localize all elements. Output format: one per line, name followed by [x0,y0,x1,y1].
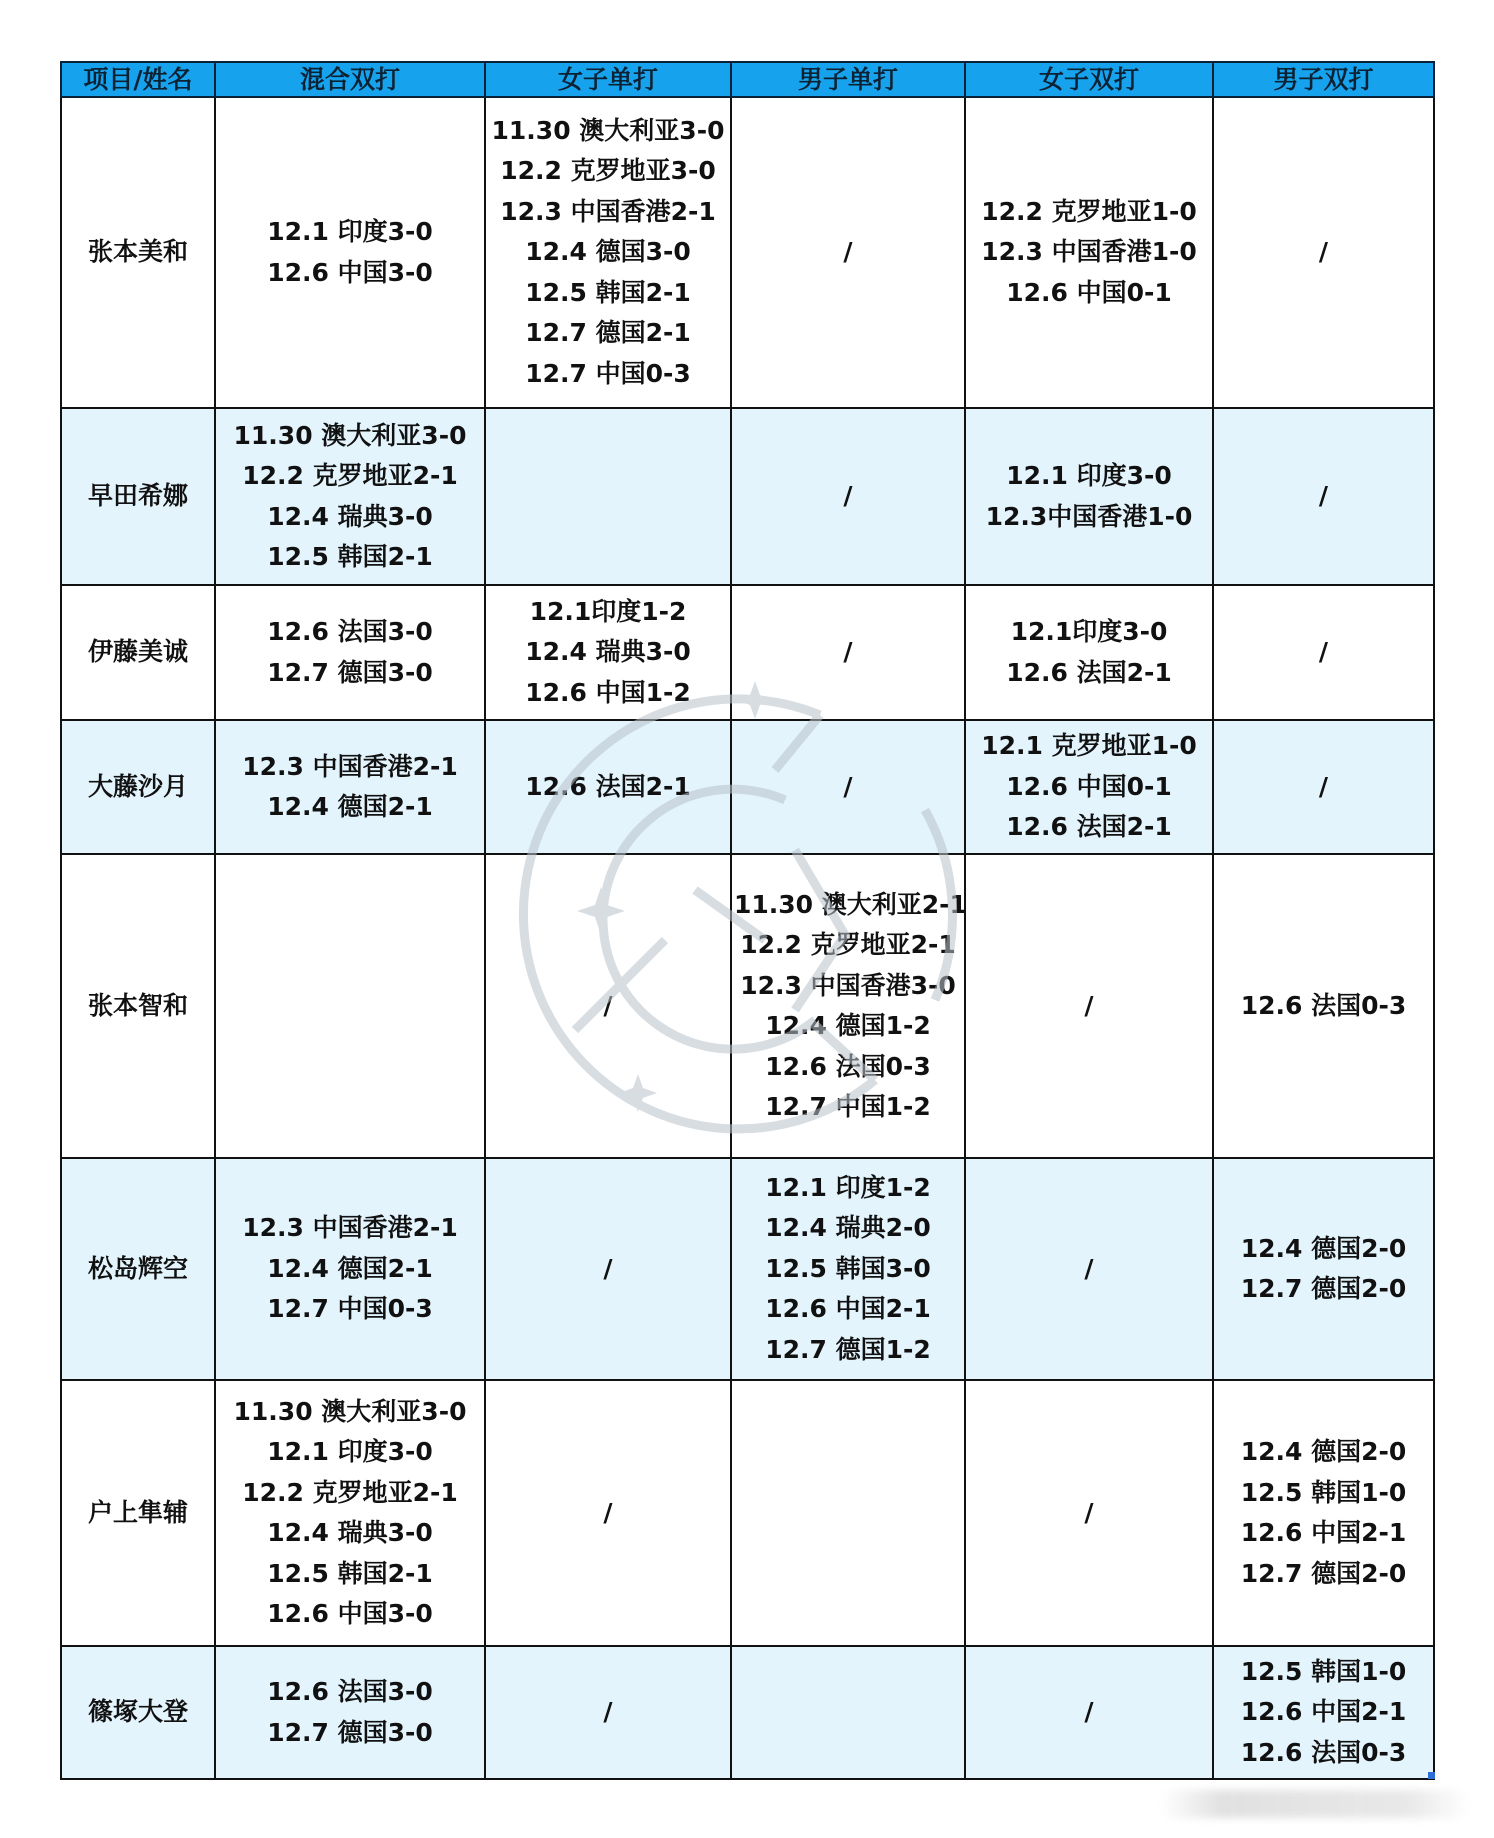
match-result: 12.4 德国2-1 [267,1253,433,1283]
match-result: 12.3中国香港1-0 [985,501,1193,531]
match-result: 12.7 德国2-1 [525,318,691,348]
cell-mens-singles [731,97,965,408]
blurred-watermark-text [1160,1790,1470,1818]
cell-womens-singles [485,854,731,1158]
cell-womens-singles [485,720,731,854]
match-result: 11.30 澳大利亚2-1 [734,889,967,919]
match-result: 11.30 澳大利亚3-0 [233,1396,467,1426]
match-result: / [1084,1497,1094,1527]
results-table [60,61,1435,1780]
match-result: 12.2 克罗地亚3-0 [500,156,716,186]
player-name: 大藤沙月 [61,720,215,854]
match-result: / [843,481,853,511]
cell-mens-doubles [1213,1380,1434,1646]
match-result: / [603,1697,613,1727]
match-result: / [1318,481,1329,511]
header-mens-doubles: 男子双打 [1213,62,1434,97]
match-result: 12.5 韩国2-1 [525,277,691,307]
cell-mens-singles [731,408,965,585]
match-result: / [1084,1253,1094,1283]
player-name: 张本美和 [61,97,215,408]
cell-womens-singles [485,1158,731,1380]
match-result: 12.3 中国香港1-0 [981,237,1197,267]
match-result: / [843,637,853,667]
cell-mixed-doubles [215,1380,485,1646]
match-result: 12.2 克罗地亚2-1 [242,461,458,490]
player-name: 早田希娜 [61,408,215,585]
table-row [61,1646,1434,1779]
table-row [61,408,1434,585]
match-result: 12.1 印度3-0 [267,217,433,246]
cell-mens-singles [731,1646,965,1779]
match-result: 12.6 法国3-0 [267,1677,433,1706]
cell-womens-singles [485,585,731,720]
match-result: 11.30 澳大利亚3-0 [491,115,725,145]
cell-mens-doubles [1213,1646,1434,1779]
table-row [61,585,1434,720]
match-result: / [1084,990,1094,1020]
match-result: 12.1 印度3-0 [1006,461,1172,490]
cell-mens-singles [731,585,965,720]
cell-mens-doubles [1213,720,1434,854]
match-result: 12.7 德国3-0 [267,1717,433,1747]
match-result: 12.3 中国香港2-1 [242,751,458,781]
cell-mens-doubles [1213,408,1434,585]
cell-mens-singles [731,1380,965,1646]
match-result: / [603,1497,613,1527]
match-result: 12.6 中国2-1 [1240,1697,1407,1727]
match-result: 12.5 韩国3-0 [765,1253,931,1283]
cell-mens-doubles [1213,97,1434,408]
cell-womens-doubles [965,854,1213,1158]
cell-mens-doubles [1213,1158,1434,1380]
match-result: 12.6 中国3-0 [267,1599,433,1628]
match-result: 12.6 法国2-1 [525,771,691,801]
match-result: 12.7 德国2-0 [1240,1274,1407,1303]
player-name: 张本智和 [61,854,215,1158]
cell-womens-singles [485,408,731,585]
player-name: 篠塚大登 [61,1646,215,1779]
cell-mixed-doubles [215,97,485,408]
table-resize-handle[interactable] [1428,1772,1435,1779]
cell-mens-singles [731,1158,965,1380]
match-result: 12.6 中国0-1 [1006,277,1172,307]
cell-mixed-doubles [215,1646,485,1779]
match-result: 12.1 印度3-0 [267,1437,433,1466]
match-result: 12.6 中国2-1 [765,1294,931,1324]
match-result: 12.7 中国0-3 [267,1294,433,1324]
match-result: 12.7 德国2-0 [1240,1558,1407,1588]
match-result: 12.6 中国3-0 [267,257,433,287]
match-result: 12.4 瑞典2-0 [765,1213,931,1243]
table-row [61,1380,1434,1646]
cell-womens-doubles [965,1158,1213,1380]
match-result: / [603,990,613,1020]
match-result: 11.30 澳大利亚3-0 [233,420,467,450]
match-result: / [1318,637,1329,667]
table-row [61,1158,1434,1380]
cell-womens-singles [485,1380,731,1646]
match-result: 12.5 韩国1-0 [1240,1477,1407,1507]
match-result: 12.4 德国1-2 [765,1011,931,1040]
table-row [61,720,1434,854]
cell-mixed-doubles [215,854,485,1158]
match-result: 12.1 克罗地亚1-0 [981,731,1197,761]
match-result: / [1318,237,1329,267]
match-result: 12.4 瑞典3-0 [267,1518,433,1547]
header-mixed-doubles: 混合双打 [215,62,485,97]
match-result: 12.5 韩国2-1 [267,542,433,571]
match-result: 12.4 德国2-0 [1240,1437,1407,1466]
match-result: 12.2 克罗地亚2-1 [740,930,956,959]
match-result: / [1084,1697,1094,1727]
match-result: 12.3 中国香港2-1 [242,1213,458,1243]
match-result: 12.1印度3-0 [1010,617,1168,646]
match-result: 12.6 法国0-3 [1240,990,1407,1020]
table-row [61,854,1434,1158]
cell-mens-singles [731,720,965,854]
header-row [61,62,1434,97]
match-result: 12.6 法国2-1 [1006,657,1172,687]
cell-mixed-doubles [215,720,485,854]
cell-mens-doubles [1213,585,1434,720]
match-result: 12.6 中国2-1 [1240,1518,1407,1547]
match-result: 12.1 印度1-2 [765,1172,931,1202]
player-name: 松岛辉空 [61,1158,215,1380]
match-result: 12.6 中国1-2 [525,677,691,707]
cell-womens-singles [485,97,731,408]
match-result: 12.6 法国0-3 [1240,1737,1407,1767]
match-result: 12.5 韩国1-0 [1240,1656,1407,1686]
match-result: / [843,771,853,801]
match-result: 12.7 德国1-2 [765,1334,931,1364]
match-result: 12.4 德国2-0 [1240,1233,1407,1263]
cell-womens-doubles [965,1646,1213,1779]
cell-mens-singles [731,854,965,1158]
match-result: 12.6 法国3-0 [267,617,433,646]
cell-womens-doubles [965,585,1213,720]
match-result: 12.7 中国0-3 [525,358,691,388]
cell-mens-doubles [1213,854,1434,1158]
match-result: 12.6 中国0-1 [1006,771,1172,801]
match-result: 12.5 韩国2-1 [267,1558,433,1588]
match-result: 12.4 瑞典3-0 [525,637,691,667]
match-result: 12.1印度1-2 [529,596,687,626]
cell-mixed-doubles [215,585,485,720]
header-player: 项目/姓名 [61,62,215,97]
match-result: 12.2 克罗地亚2-1 [242,1477,458,1507]
cell-mixed-doubles [215,408,485,585]
cell-womens-doubles [965,720,1213,854]
header-womens-doubles: 女子双打 [965,62,1213,97]
cell-womens-singles [485,1646,731,1779]
header-womens-singles: 女子单打 [485,62,731,97]
cell-womens-doubles [965,1380,1213,1646]
match-result: 12.7 德国3-0 [267,657,433,687]
match-result: / [603,1253,613,1283]
match-result: 12.6 法国0-3 [765,1051,931,1081]
match-result: / [1318,771,1329,801]
match-result: 12.7 中国1-2 [765,1092,931,1121]
match-result: 12.2 克罗地亚1-0 [981,196,1197,226]
cell-womens-doubles [965,97,1213,408]
match-result: 12.4 瑞典3-0 [267,501,433,531]
match-result: 12.4 德国3-0 [525,237,691,267]
player-name: 户上隼辅 [61,1380,215,1646]
match-result: 12.3 中国香港2-1 [500,196,716,226]
match-result: 12.4 德国2-1 [267,792,433,821]
match-result: / [843,237,853,267]
match-result: 12.3 中国香港3-0 [740,970,956,1000]
cell-mixed-doubles [215,1158,485,1380]
header-mens-singles: 男子单打 [731,62,965,97]
player-name: 伊藤美诚 [61,585,215,720]
match-result: 12.6 法国2-1 [1006,812,1172,842]
cell-womens-doubles [965,408,1213,585]
table-row [61,97,1434,408]
